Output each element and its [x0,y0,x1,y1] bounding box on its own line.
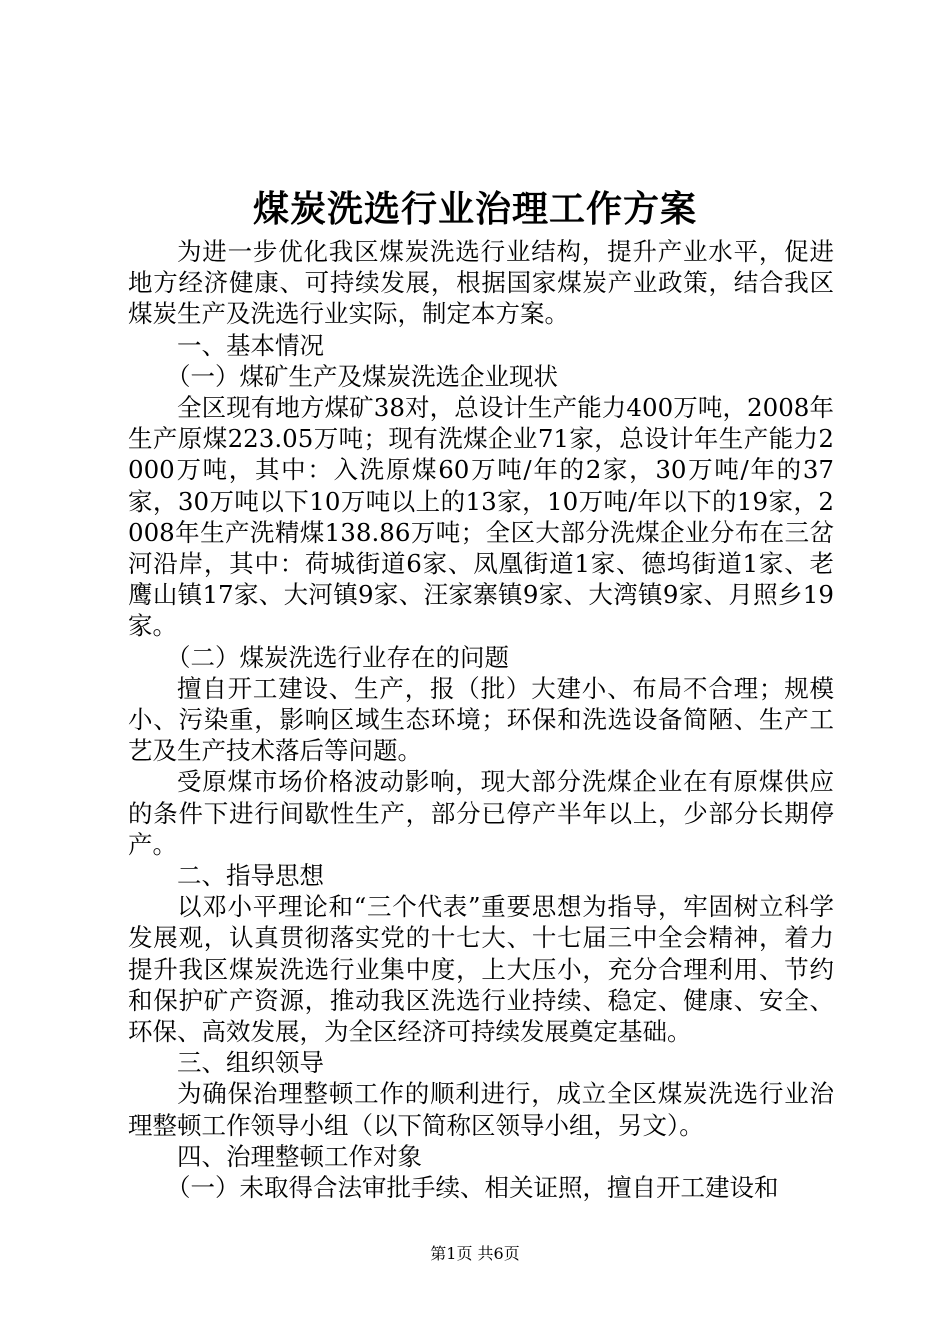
problems-paragraph-1: 擅自开工建设、生产，报（批）大建小、布局不合理；规模小、污染重，影响区域生态环境；环保和洗选设备简陋、生产工艺及生产技术落后等问题。 [128,673,834,766]
targets-paragraph: （一）未取得合法审批手续、相关证照，擅自开工建设和 [165,1173,779,1203]
section-heading-organization: 三、组织领导 [177,1048,324,1078]
subsection-heading-status: （一）煤矿生产及煤炭洗选企业现状 [165,361,558,391]
intro-paragraph: 为进一步优化我区煤炭洗选行业结构，提升产业水平，促进地方经济健康、可持续发展，根据国家煤炭产业政策，结合我区煤炭生产及洗选行业实际，制定本方案。 [128,237,834,329]
document-body [128,236,834,1203]
section-heading-guiding-ideology: 二、指导思想 [177,861,324,891]
subsection-heading-problems: （二）煤炭洗选行业存在的问题 [165,642,509,672]
guiding-ideology-paragraph: 以邓小平理论和“三个代表”重要思想为指导，牢固树立科学发展观，认真贯彻落实党的十七大、十七届三中全会精神，着力提升我区煤炭洗选行业集中度，上大压小，充分合理利用、节约和保护矿产资源，推动我区洗选行业持续、稳定、健康、安全、环保、高效发展，为全区经济可持续发展奠定基础。 [128,892,834,1047]
organization-paragraph: 为确保治理整顿工作的顺利进行，成立全区煤炭洗选行业治理整顿工作领导小组（以下简称区领导小组，另文）。 [128,1079,834,1140]
section-heading-basic-situation: 一、基本情况 [177,330,324,360]
document-title: 煤炭洗选行业治理工作方案 [252,188,697,230]
page-footer: 第1页 共6页 [430,1244,520,1263]
section-heading-targets: 四、治理整顿工作对象 [177,1141,422,1171]
problems-paragraph-2: 受原煤市场价格波动影响，现大部分洗煤企业在有原煤供应的条件下进行间歇性生产，部分已停产半年以上，少部分长期停产。 [128,767,834,859]
status-paragraph: 全区现有地方煤矿38对，总设计生产能力400万吨，2008年生产原煤223.05万吨；现有洗煤企业71家，总设计年生产能力2000万吨，其中：入洗原煤60万吨/年的2家，30万吨/年的37家，30万吨以下10万吨以上的13家，10万吨/年以下的19家，2008年生产洗精煤138.86万吨；全区大部分洗煤企业分布在三岔河沿岸，其中：荷城街道6家、凤凰街道1家、德坞街道1家、老鹰山镇17家、大河镇9家、汪家寨镇9家、大湾镇9家、月照乡19家。 [128,393,834,641]
